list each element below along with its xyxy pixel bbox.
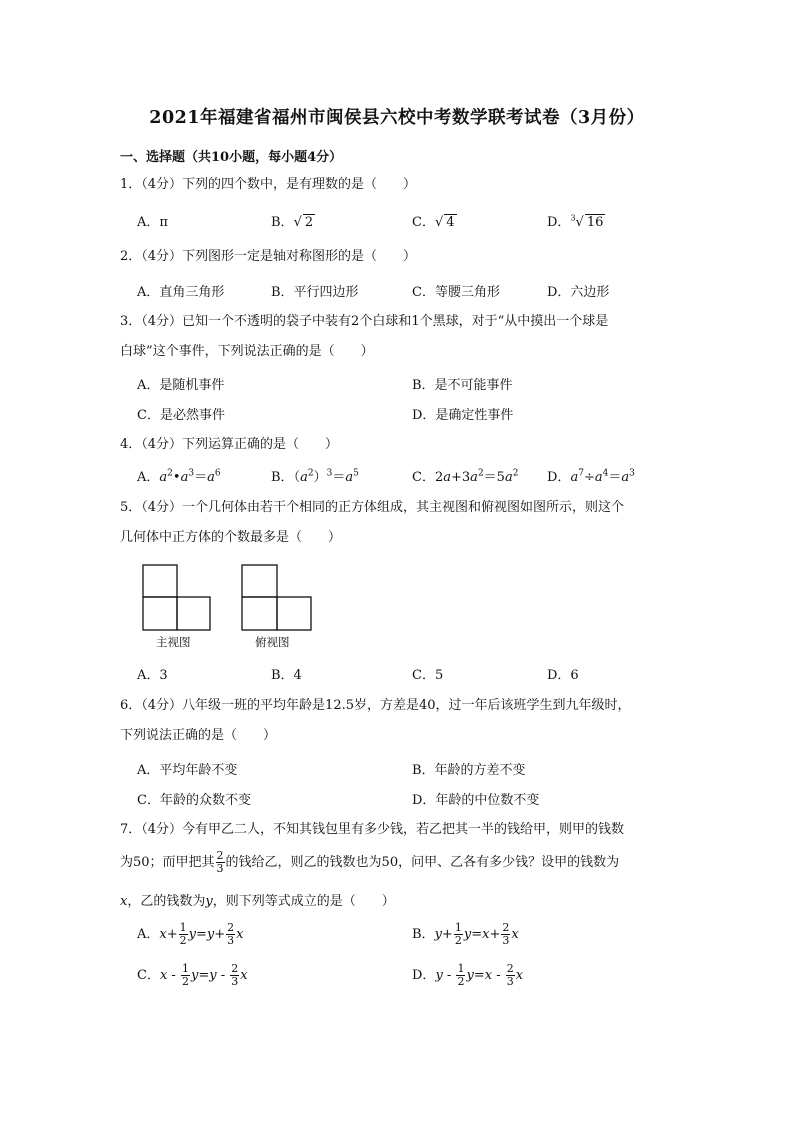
question-7-stem-line3: x，乙的钱数为y，则下列等式成立的是（ ） xyxy=(120,894,395,909)
q2-option-b[interactable]: B．平行四边形 xyxy=(271,285,359,300)
section-heading: 一、选择题（共10小题，每小题4分） xyxy=(120,150,343,165)
q7-option-a[interactable]: A．x+ $\frac{1}{2}$ y=y+ $\frac{2}{3}$ x xyxy=(137,921,244,947)
q6-option-d[interactable]: D．年龄的中位数不变 xyxy=(412,793,540,808)
q5-option-d[interactable]: D．6 xyxy=(547,668,579,683)
page-title: 2021年福建省福州市闽侯县六校中考数学联考试卷（3月份） xyxy=(149,108,645,128)
q4-option-b[interactable]: B．$(a^2)^3=a^5$ xyxy=(271,468,359,485)
q1-option-b[interactable]: B．√ 2 xyxy=(271,215,314,230)
q5-option-b[interactable]: B．4 xyxy=(271,668,302,683)
question-5-stem-line2: 几何体中正方体的个数最多是（ ） xyxy=(120,530,342,545)
q4-option-c[interactable]: C．$2a+3a^2=5a^2$ xyxy=(412,468,519,485)
question-4-stem: 4．（4分）下列运算正确的是（ ） xyxy=(120,437,339,452)
q5-option-c[interactable]: C．5 xyxy=(412,668,444,683)
q2-option-d[interactable]: D．六边形 xyxy=(547,285,610,300)
question-1-stem: 1．（4分）下列的四个数中，是有理数的是（ ） xyxy=(120,177,417,192)
q4-option-d[interactable]: D．$a^7\div a^4=a^3$ xyxy=(547,468,635,485)
q3-option-b[interactable]: B．是不可能事件 xyxy=(412,378,513,393)
q6-option-b[interactable]: B．年龄的方差不变 xyxy=(412,763,526,778)
front-view-label: 主视图 xyxy=(156,635,191,649)
cube-root-symbol: √ 16 xyxy=(575,215,604,230)
q7-option-b[interactable]: B．y+ $\frac{1}{2}$ y=x+ $\frac{2}{3}$ x xyxy=(412,921,519,947)
q5-option-a[interactable]: A．3 xyxy=(137,668,168,683)
question-2-stem: 2．（4分）下列图形一定是轴对称图形的是（ ） xyxy=(120,249,417,264)
q1-option-a[interactable]: A．π xyxy=(137,215,168,230)
sqrt-symbol: √ 4 xyxy=(434,215,455,230)
q3-option-a[interactable]: A．是随机事件 xyxy=(137,378,225,393)
question-7-stem-line2: 为50；而甲把其 $\frac{2}{3}$ 的钱给乙，则乙的钱数也为50，问甲、乙各有多少钱？设甲的钱数为 xyxy=(120,849,620,875)
q2-option-a[interactable]: A．直角三角形 xyxy=(137,285,225,300)
q1-option-d[interactable]: D．$^3$√ 16 xyxy=(547,213,604,230)
question-7-stem-line1: 7．（4分）今有甲乙二人，不知其钱包里有多少钱，若乙把其一半的钱给甲，则甲的钱数 xyxy=(120,822,625,837)
top-view-figure xyxy=(240,563,314,633)
question-3-stem-line1: 3．（4分）已知一个不透明的袋子中装有2个白球和1个黑球，对于“从中摸出一个球是 xyxy=(120,314,609,329)
q7-option-c[interactable]: C．x - $\frac{1}{2}$ y=y - $\frac{2}{3}$ x xyxy=(137,962,248,988)
q3-option-d[interactable]: D．是确定性事件 xyxy=(412,408,514,423)
front-view-figure xyxy=(141,563,213,633)
sqrt-symbol: √ 2 xyxy=(293,215,314,230)
top-view-label: 俯视图 xyxy=(255,635,290,649)
q6-option-a[interactable]: A．平均年龄不变 xyxy=(137,763,238,778)
q1-option-c[interactable]: C．√ 4 xyxy=(412,215,455,230)
q6-option-c[interactable]: C．年龄的众数不变 xyxy=(137,793,251,808)
q2-option-c[interactable]: C．等腰三角形 xyxy=(412,285,500,300)
q3-option-c[interactable]: C．是必然事件 xyxy=(137,408,225,423)
fraction-two-thirds: $\frac{2}{3}$ xyxy=(216,849,224,875)
question-3-stem-line2: 白球”这个事件，下列说法正确的是（ ） xyxy=(120,344,374,359)
question-5-stem-line1: 5．（4分）一个几何体由若干个相同的正方体组成，其主视图和俯视图如图所示，则这个 xyxy=(120,500,625,515)
question-6-stem-line1: 6．（4分）八年级一班的平均年龄是12.5岁，方差是40，过一年后该班学生到九年级时， xyxy=(120,698,631,713)
q4-option-a[interactable]: A．$a^2•a^3=a^6$ xyxy=(137,468,221,485)
q7-option-d[interactable]: D．y - $\frac{1}{2}$ y=x - $\frac{2}{3}$ x xyxy=(412,962,524,988)
question-6-stem-line2: 下列说法正确的是（ ） xyxy=(120,728,277,743)
